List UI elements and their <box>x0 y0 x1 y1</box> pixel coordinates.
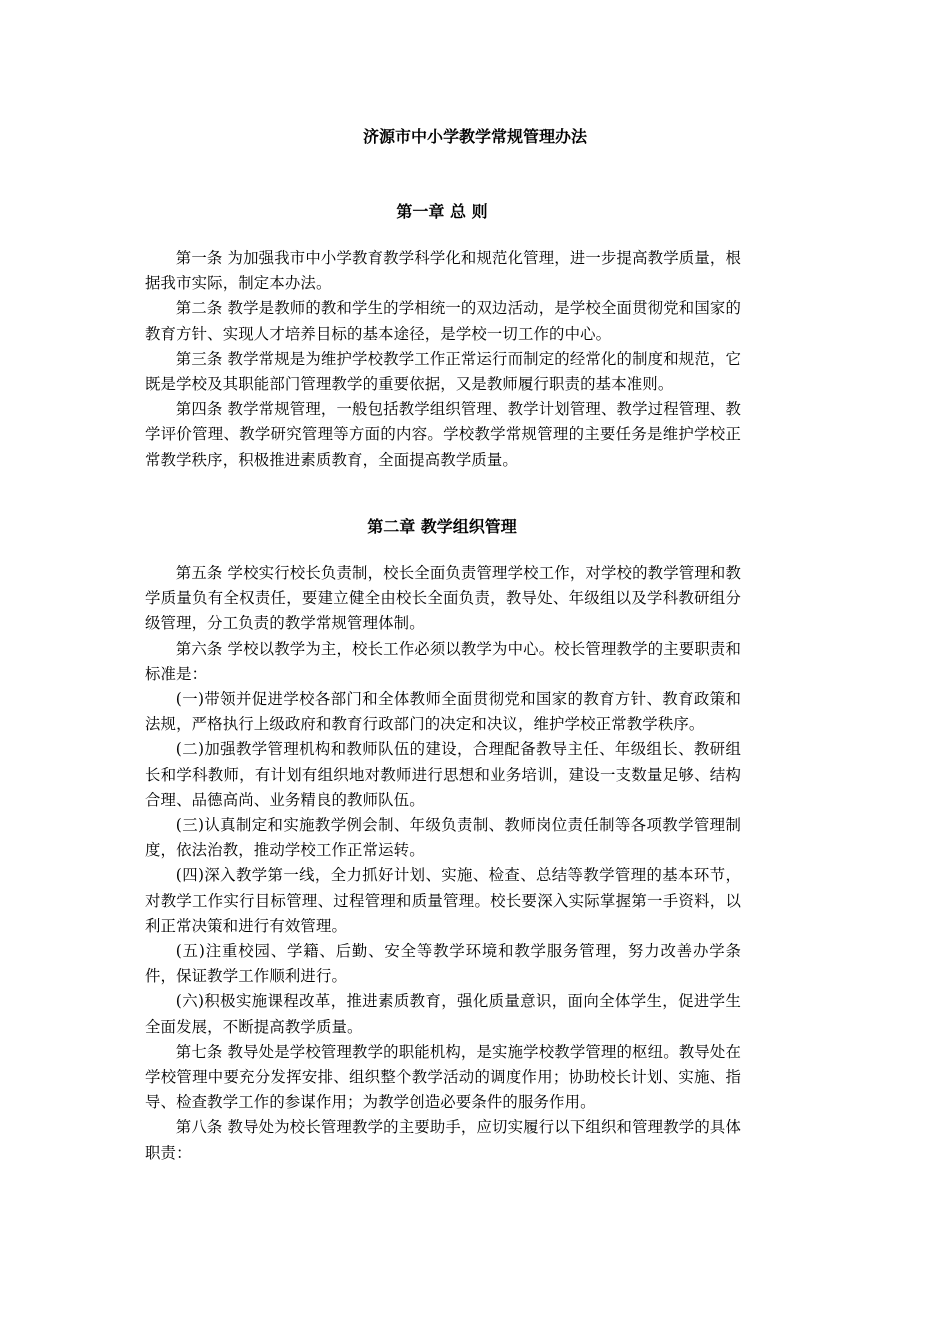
article-paragraph: 第七条 教导处是学校管理教学的职能机构，是实施学校教学管理的枢纽。教导处在学校管理中要充分发挥安排、组织整个教学活动的调度作用；协助校长计划、实施、指导、检查教学工作的参谋作用；为教学创造必要条件的服务作用。 <box>145 1042 741 1112</box>
list-item-paragraph: (二)加强教学管理机构和教师队伍的建设，合理配备教导主任、年级组长、教研组长和学科教师，有计划有组织地对教师进行思想和业务培训，建设一支数量足够、结构合理、品德高尚、业务精良的教师队伍。 <box>145 740 741 809</box>
list-item-paragraph: (一)带领并促进学校各部门和全体教师全面贯彻党和国家的教育方针、教育政策和法规，严格执行上级政府和教育行政部门的决定和决议，维护学校正常教学秩序。 <box>145 690 741 734</box>
chapter-heading: 第一章 总 则 <box>396 202 488 221</box>
chapter-heading: 第二章 教学组织管理 <box>367 517 517 536</box>
list-item-paragraph: (四)深入教学第一线，全力抓好计划、实施、检查、总结等教学管理的基本环节，对教学工作实行目标管理、过程管理和质量管理。校长要深入实际掌握第一手资料，以利正常决策和进行有效管理。 <box>145 866 741 935</box>
chapter-body <box>145 246 741 473</box>
list-item-paragraph: (三)认真制定和实施教学例会制、年级负责制、教师岗位责任制等各项教学管理制度，依法治教，推动学校工作正常运转。 <box>145 816 741 860</box>
article-paragraph: 第四条 教学常规管理，一般包括教学组织管理、教学计划管理、教学过程管理、教学评价管理、教学研究管理等方面的内容。学校教学常规管理的主要任务是维护学校正常教学秩序，积极推进素质教育，全面提高教学质量。 <box>145 400 741 469</box>
article-paragraph: 第六条 学校以教学为主，校长工作必须以教学为中心。校长管理教学的主要职责和标准是： <box>145 639 741 683</box>
article-paragraph: 第八条 教导处为校长管理教学的主要助手，应切实履行以下组织和管理教学的具体职责： <box>145 1118 741 1162</box>
list-item-paragraph: (六)积极实施课程改革，推进素质教育，强化质量意识，面向全体学生，促进学生全面发展，不断提高教学质量。 <box>145 992 741 1036</box>
article-paragraph: 第二条 教学是教师的教和学生的学相统一的双边活动，是学校全面贯彻党和国家的教育方针、实现人才培养目标的基本途径，是学校一切工作的中心。 <box>145 299 741 343</box>
article-paragraph: 第五条 学校实行校长负责制，校长全面负责管理学校工作，对学校的教学管理和教学质量负有全权责任，要建立健全由校长全面负责，教导处、年级组以及学科教研组分级管理，分工负责的教学常规管理体制。 <box>145 564 741 633</box>
chapter-body <box>145 561 741 1166</box>
article-paragraph: 第三条 教学常规是为维护学校教学工作正常运行而制定的经常化的制度和规范，它既是学校及其职能部门管理教学的重要依据，又是教师履行职责的基本准则。 <box>145 349 741 394</box>
list-item-paragraph: (五)注重校园、学籍、后勤、安全等教学环境和教学服务管理，努力改善办学条件，保证教学工作顺利进行。 <box>145 942 741 986</box>
document-title: 济源市中小学教学常规管理办法 <box>362 127 587 146</box>
article-paragraph: 第一条 为加强我市中小学教育教学科学化和规范化管理，进一步提高教学质量，根据我市实际，制定本办法。 <box>145 249 741 293</box>
